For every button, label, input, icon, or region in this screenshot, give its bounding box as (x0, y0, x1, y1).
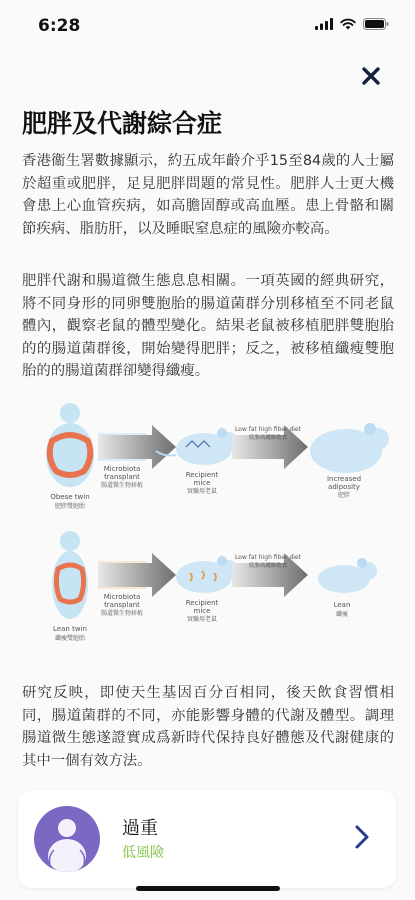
diagram-row-obese (46, 403, 389, 510)
mice-label-en: Recipient (185, 599, 219, 607)
result-mouse-icon (310, 423, 389, 473)
article-paragraph-1: 香港衞生署數據顯示，約五成年齡介乎15至84歲的人士屬於超重或肥胖，足見肥胖問題的常見性。肥胖人士更大機會患上心血管疾病，如高膽固醇或高血壓。患上骨骼和關節疾病、脂肪肝，以及睡眠窒息症的風險亦較高。 (22, 153, 394, 237)
mice-label-en: mice (193, 479, 211, 487)
close-icon (361, 66, 381, 86)
diagram-arrow (98, 553, 176, 597)
risk-level-label: 低風險 (122, 845, 164, 861)
home-indicator[interactable] (136, 886, 280, 891)
status-icons (315, 18, 389, 30)
article-paragraph-2: 肥胖代謝和腸道微生態息息相關。一項英國的經典研究，將不同身形的同卵雙胞胎的腸道菌群分別移植至不同老鼠體內，觀察老鼠的體型變化。結果老鼠被移植肥胖雙胞胎的的腸道菌群後，開始變得肥胖；反之，被移植纖瘦雙胞胎的的腸道菌群卻變得纖瘦。 (22, 273, 394, 379)
diagram-row-lean (52, 531, 377, 642)
result-label-zh: 纖瘦 (335, 611, 349, 618)
risk-card[interactable] (18, 790, 396, 888)
diet-label-zh: 低脂高纖維飲食 (248, 563, 288, 569)
diet-label-zh: 低脂高纖維飲食 (248, 435, 288, 441)
obese-twin-figure (46, 403, 94, 487)
battery-icon (363, 18, 389, 30)
chevron-right-icon (354, 824, 370, 850)
twin-microbiota-diagram (22, 395, 394, 665)
status-bar (0, 0, 415, 52)
transplant-label-en: Microbiota (103, 465, 141, 473)
twin-label-en: Lean twin (53, 625, 87, 633)
transplant-label-en: transplant (104, 473, 140, 481)
status-time: 6:28 (38, 16, 81, 36)
twin-label-zh: 肥胖雙胞胎 (54, 503, 86, 510)
mice-label-en: mice (193, 607, 211, 615)
recipient-mouse-icon (176, 556, 237, 593)
close-button[interactable] (355, 60, 387, 92)
result-label-en: adiposity (328, 483, 360, 491)
result-mouse-icon (318, 558, 377, 593)
page-title: 肥胖及代謝綜合症 (22, 109, 223, 138)
twin-label-en: Obese twin (50, 493, 90, 501)
lean-twin-figure (52, 531, 88, 619)
result-label-zh: 肥胖 (337, 492, 351, 499)
article-paragraph-3: 研究反映，即使天生基因百分百相同，後天飲食習慣相同，腸道菌群的不同，亦能影響身體的代謝及體型。調理腸道微生態遂證實成爲新時代保持良好體態及代謝健康的其中一個有效方法。 (22, 685, 394, 769)
twin-label-zh: 纖瘦雙胞胎 (54, 635, 86, 642)
mice-label-zh: 實驗用老鼠 (186, 616, 218, 623)
mice-label-en: Recipient (185, 471, 219, 479)
diet-label-en: Low fat high fiber diet (235, 426, 301, 433)
mice-label-zh: 實驗用老鼠 (186, 488, 218, 495)
transplant-label-zh: 腸道微生物移植 (100, 482, 144, 489)
diet-label-en: Low fat high fiber diet (235, 554, 301, 561)
transplant-label-en: transplant (104, 601, 140, 609)
risk-card-title: 過重 (122, 818, 158, 839)
result-label-en: Lean (333, 601, 351, 609)
result-label-en: Increased (326, 475, 362, 483)
body-avatar-icon (34, 806, 100, 872)
wifi-icon (340, 18, 356, 30)
transplant-label-zh: 腸道微生物移植 (100, 610, 144, 617)
transplant-label-en: Microbiota (103, 593, 141, 601)
diagram-arrow (98, 425, 176, 469)
signal-icon (315, 18, 333, 30)
